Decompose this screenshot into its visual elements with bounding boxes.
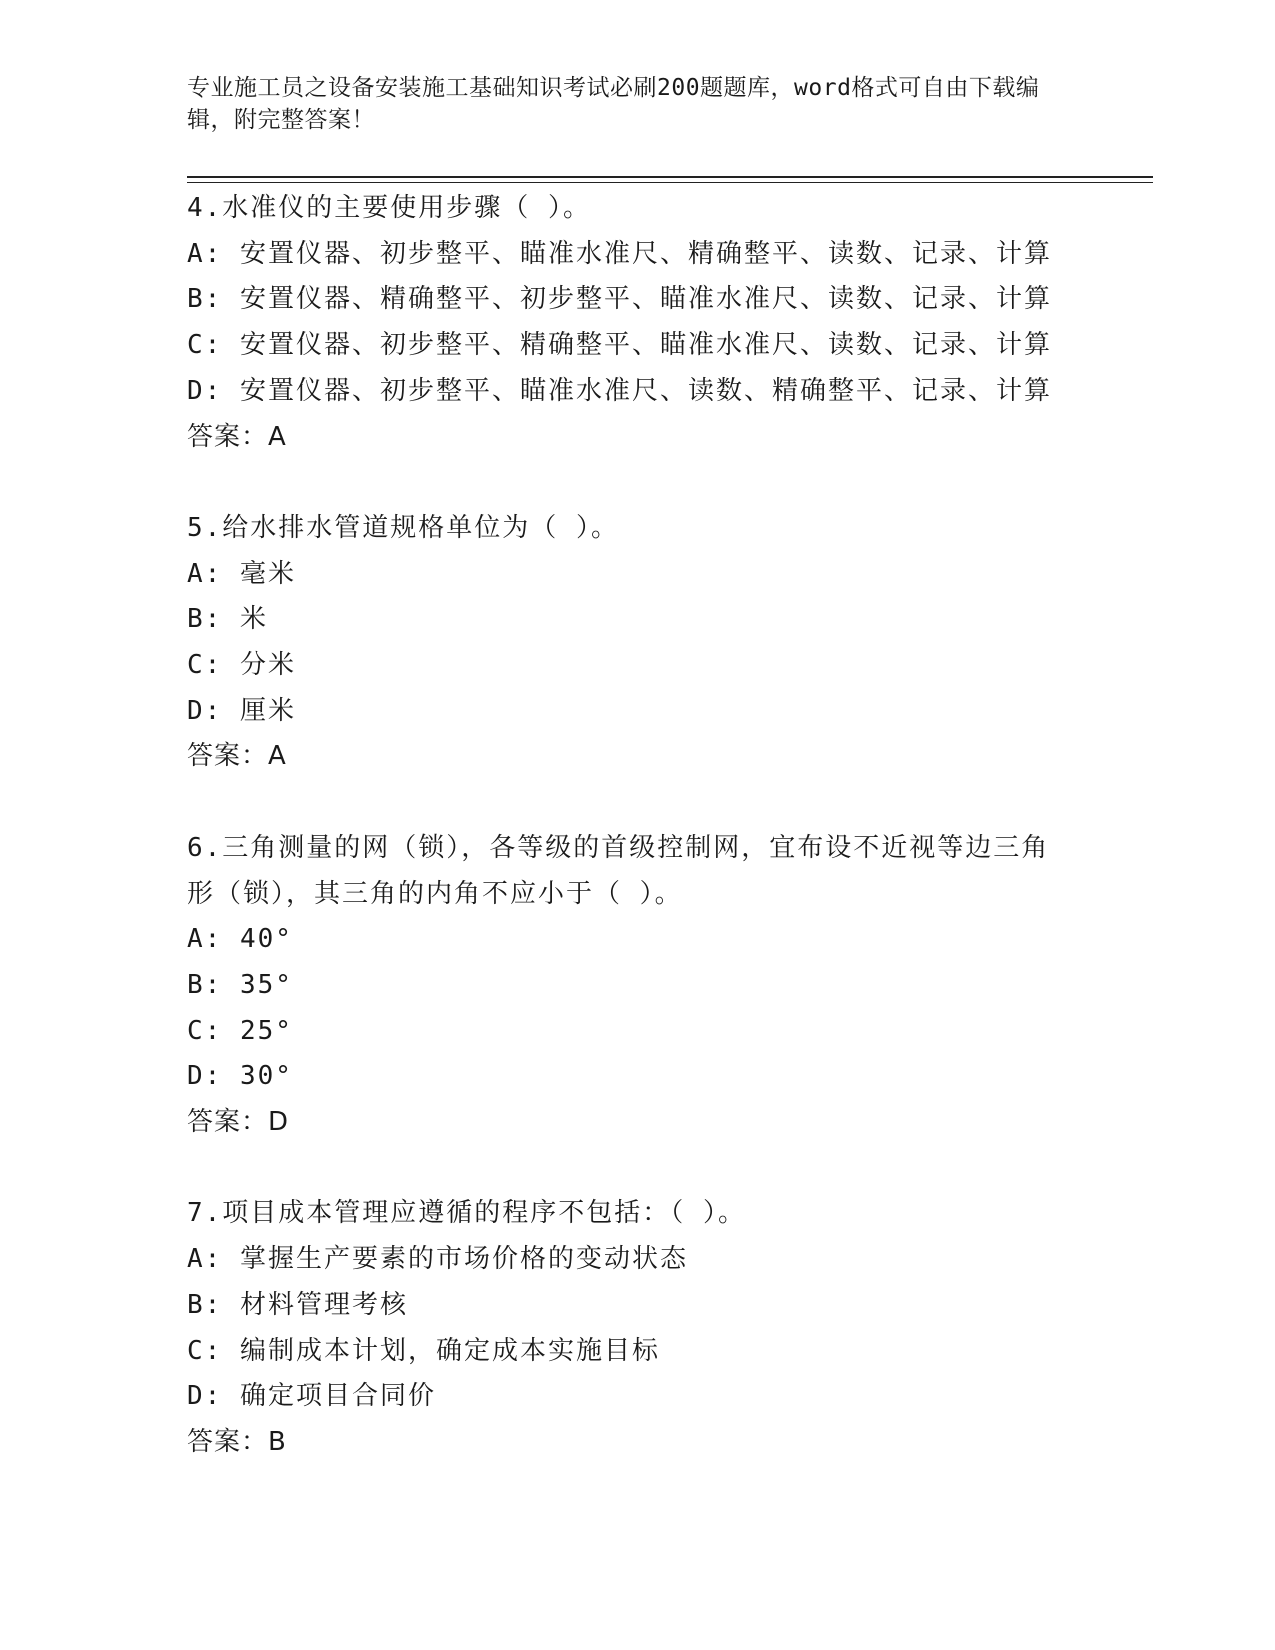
option-a: A: 毫米 xyxy=(187,558,296,589)
option-b: B: 35° xyxy=(187,969,293,1000)
question-list xyxy=(187,186,1087,1466)
question-title: 6.三角测量的网（锁），各等级的首级控制网，宜布设不近视等边三角形（锁），其三角的内角不应小于（ ）。 xyxy=(187,832,1050,909)
question-5 xyxy=(187,506,1087,780)
answer: 答案：D xyxy=(187,1107,290,1138)
option-c: C: 25° xyxy=(187,1015,293,1046)
option-c: C: 编制成本计划，确定成本实施目标 xyxy=(187,1335,660,1366)
answer: 答案：B xyxy=(187,1426,287,1457)
question-title: 4.水准仪的主要使用步骤（ ）。 xyxy=(187,193,591,223)
spacer xyxy=(187,460,1087,506)
question-4 xyxy=(187,186,1087,460)
question-title: 5.给水排水管道规格单位为（ ）。 xyxy=(187,512,619,543)
header-rule-thick xyxy=(187,176,1153,178)
option-b: B: 材料管理考核 xyxy=(187,1289,408,1320)
spacer xyxy=(187,780,1087,826)
answer: 答案：A xyxy=(187,741,287,772)
option-d: D: 30° xyxy=(187,1061,293,1092)
answer: 答案：A xyxy=(187,421,287,452)
question-6 xyxy=(187,826,1087,1146)
option-d: D: 确定项目合同价 xyxy=(187,1381,436,1412)
option-a: A: 安置仪器、初步整平、瞄准水准尺、精确整平、读数、记录、计算 xyxy=(187,238,1052,269)
option-a: A: 掌握生产要素的市场价格的变动状态 xyxy=(187,1244,688,1275)
spacer xyxy=(187,1146,1087,1192)
question-title: 7.项目成本管理应遵循的程序不包括：（ ）。 xyxy=(187,1198,746,1229)
option-d: D: 厘米 xyxy=(187,695,296,726)
option-b: B: 安置仪器、精确整平、初步整平、瞄准水准尺、读数、记录、计算 xyxy=(187,284,1052,315)
option-d: D: 安置仪器、初步整平、瞄准水准尺、读数、精确整平、记录、计算 xyxy=(187,375,1052,406)
option-c: C: 安置仪器、初步整平、精确整平、瞄准水准尺、读数、记录、计算 xyxy=(187,330,1052,361)
header-rule-thin xyxy=(187,182,1153,183)
question-7 xyxy=(187,1191,1087,1465)
page-header: 专业施工员之设备安装施工基础知识考试必刷200题题库，word格式可自由下载编辑，附完整答案！ xyxy=(187,75,1040,133)
option-a: A: 40° xyxy=(187,924,293,955)
option-c: C: 分米 xyxy=(187,650,296,681)
option-b: B: 米 xyxy=(187,604,268,635)
